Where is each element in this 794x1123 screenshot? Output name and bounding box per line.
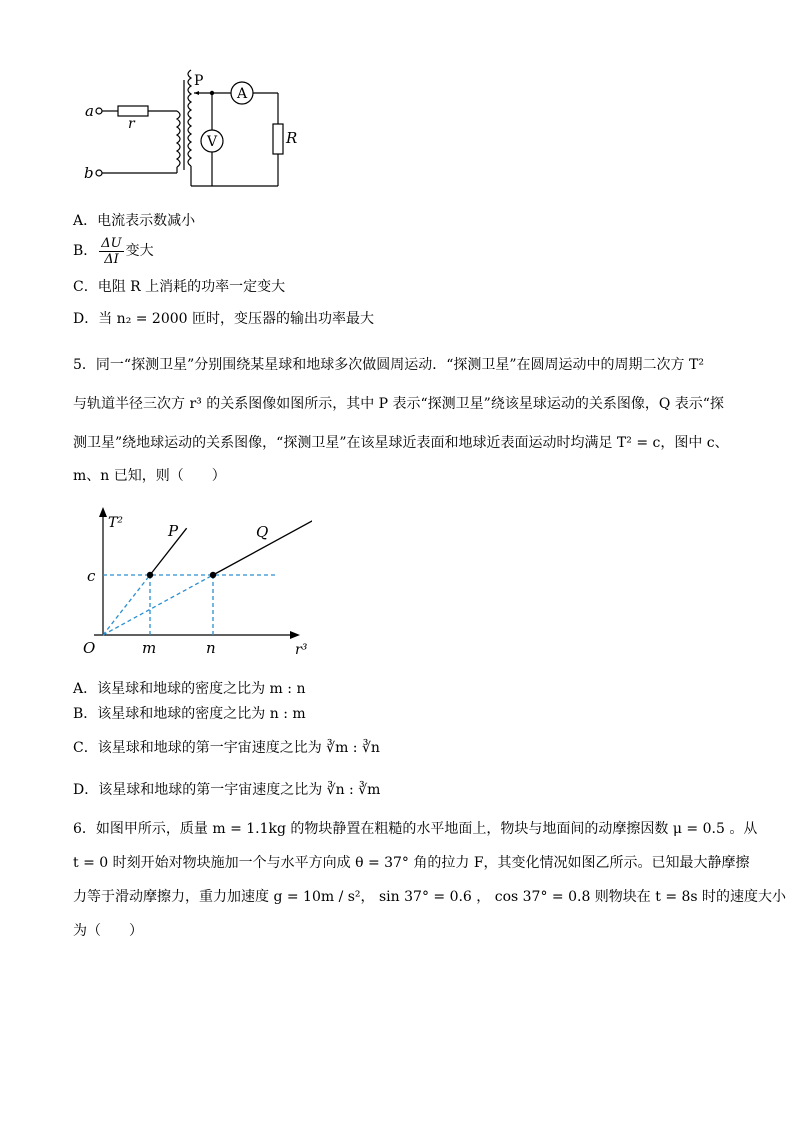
q6-stem-line3: 力等于滑动摩擦力，重力加速度 g = 10m / s²， sin 37° = 0.6 ， cos 37° = 0.8 则物块在 t = 8s 时的速度大小	[73, 889, 787, 905]
label-a: a	[85, 102, 94, 120]
q5-option-a: A．该星球和地球的密度之比为 m : n	[73, 681, 306, 697]
q4-option-a: A．电流表示数减小	[73, 213, 196, 229]
t2-r3-graph	[72, 503, 312, 665]
terminal-b	[96, 170, 102, 176]
primary-coil	[177, 111, 180, 167]
q4-option-d: D．当 n₂ = 2000 匝时，变压器的输出功率最大	[73, 311, 375, 327]
x-tick-m: m	[142, 639, 157, 657]
origin-label: O	[83, 639, 96, 657]
resistor-r	[118, 106, 148, 116]
fraction-denominator: ΔI	[104, 251, 119, 267]
label-R: R	[286, 129, 298, 147]
q4-option-c: C．电阻 R 上消耗的功率一定变大	[73, 279, 286, 295]
q5-stem-line4: m、n 已知，则（ ）	[73, 468, 226, 484]
y-axis-arrow	[99, 507, 107, 517]
label-b: b	[84, 164, 94, 182]
resistor-R	[273, 124, 283, 154]
q5-stem-line3: 测卫星”绕地球运动的关系图像，“探测卫星”在该星球近表面和地球近表面运动时均满足 T² = c，图中 c、	[73, 435, 729, 451]
q5-stem-line1: 5．同一“探测卫星”分别围绕某星球和地球多次做圆周运动．“探测卫星”在圆周运动中的周期二次方 T²	[73, 357, 704, 373]
x-tick-n: n	[206, 639, 216, 657]
q4-option-b-fraction	[99, 236, 123, 267]
q5-option-c: C．该星球和地球的第一宇宙速度之比为 ∛m : ∛n	[73, 740, 380, 756]
q6-stem-line2: t = 0 时刻开始对物块施加一个与水平方向成 θ = 37° 角的拉力 F，其变化情况如图乙所示。已知最大静摩擦	[73, 855, 750, 871]
q4-option-b-prefix: B．	[73, 243, 98, 259]
secondary-coil	[188, 70, 191, 166]
q4-option-b-suffix: 变大	[125, 243, 154, 259]
q5-stem-line2: 与轨道半径三次方 r³ 的关系图像如图所示，其中 P 表示“探测卫星”绕该星球运动的关系图像，Q 表示“探	[73, 396, 724, 412]
fraction-numerator: ΔU	[101, 235, 122, 251]
label-P: P	[194, 73, 204, 89]
series-Q-point	[210, 572, 216, 578]
y-axis-label: T²	[108, 515, 123, 531]
y-tick-c: c	[87, 567, 96, 585]
series-P-dashed	[103, 575, 150, 635]
label-r: r	[128, 116, 135, 132]
q6-stem-line1: 6．如图甲所示，质量 m = 1.1kg 的物块静置在粗糙的水平地面上，物块与地面间的动摩擦因数 μ = 0.5 。从	[73, 821, 758, 837]
q5-option-b: B．该星球和地球的密度之比为 n : m	[73, 706, 306, 722]
series-P-point	[147, 572, 153, 578]
series-label-Q: Q	[256, 523, 269, 541]
q5-option-d: D．该星球和地球的第一宇宙速度之比为 ∛n : ∛m	[73, 782, 381, 798]
series-Q-dashed	[103, 575, 213, 635]
label-V: V	[207, 134, 218, 150]
x-axis-label: r³	[295, 642, 308, 658]
x-axis-arrow	[290, 631, 300, 639]
circuit-diagram	[80, 62, 305, 190]
series-label-P: P	[168, 522, 179, 540]
terminal-a	[96, 108, 102, 114]
q4-option-b	[73, 234, 154, 268]
label-A: A	[237, 86, 248, 102]
q6-stem-line4: 为（ ）	[73, 923, 143, 939]
